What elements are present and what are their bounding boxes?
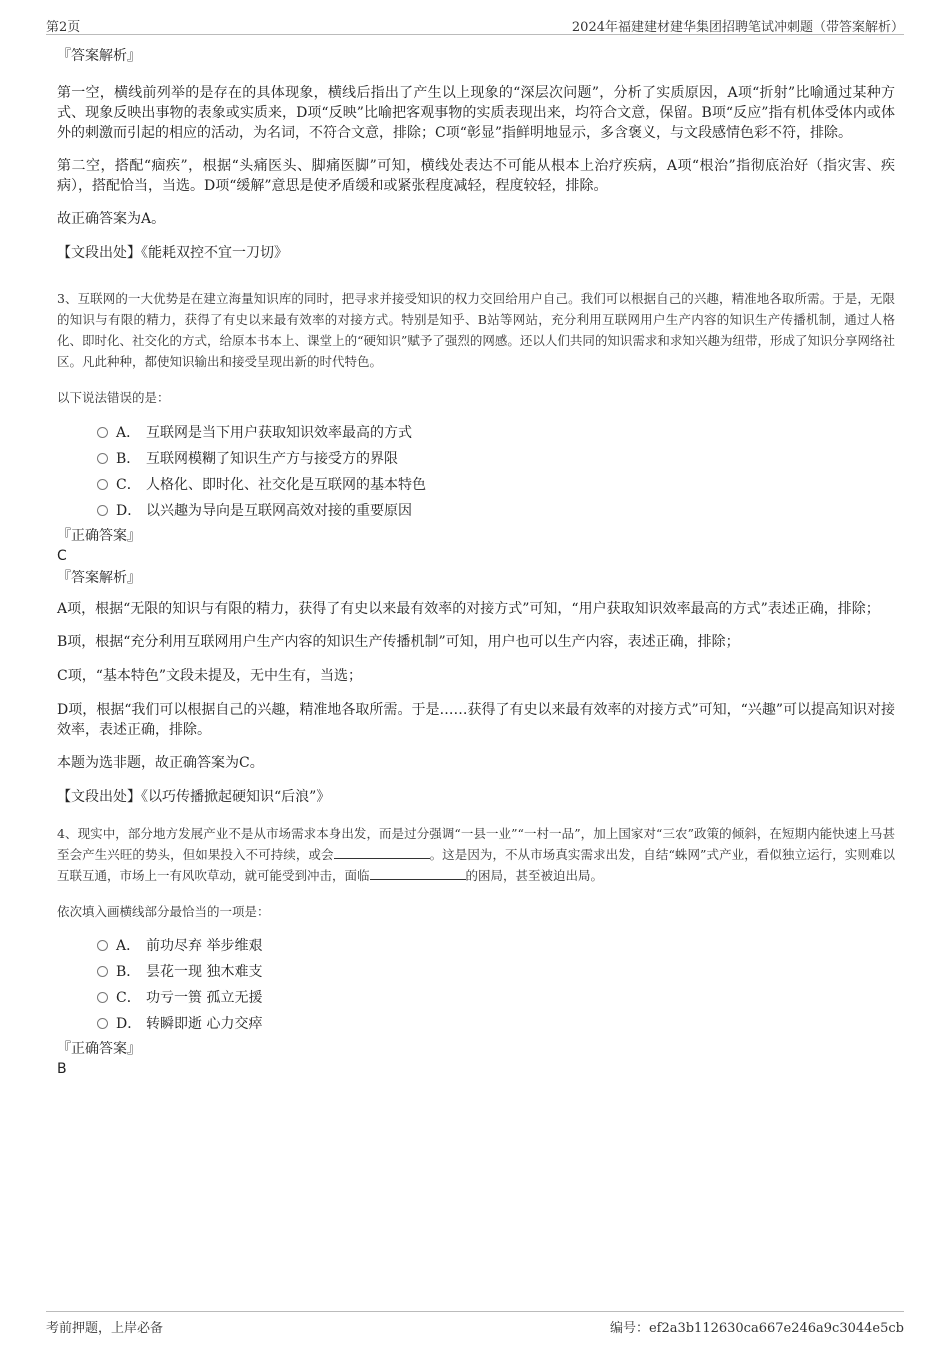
page-header (46, 14, 904, 35)
analysis-paragraph: 第二空，搭配“痼疾”，根据“头痛医头、脚痛医脚”可知，横线处表达不可能从根本上治疗疾病，A项“根治”指彻底治好（指灾害、疾病），搭配恰当，当选。D项“缓解”意思是使矛盾缓和或紧张程度减轻，程度较轻，排除。 (57, 158, 895, 194)
analysis-paragraph: C项，“基本特色”文段未提及，无中生有，当选； (57, 668, 363, 684)
option-b[interactable]: B． 互联网模糊了知识生产方与接受方的界限 (97, 446, 895, 472)
radio-icon[interactable] (97, 940, 108, 951)
answer-value: C (57, 548, 67, 564)
analysis-conclusion: 故正确答案为A。 (57, 211, 166, 227)
analysis-paragraph: A项，根据“无限的知识与有限的精力，获得了有史以来最有效率的对接方式”可知，“用户获取知识效率最高的方式”表述正确，排除； (57, 601, 880, 617)
document-code: 编号：ef2a3b112630ca667e246a9c3044e5cb (609, 1321, 904, 1336)
option-d[interactable]: D． 以兴趣为导向是互联网高效对接的重要原因 (97, 498, 895, 524)
radio-icon[interactable] (97, 992, 108, 1003)
option-c[interactable]: C． 人格化、即时化、社交化是互联网的基本特色 (97, 472, 895, 498)
question-4-options (57, 933, 895, 1037)
answer-label: 『正确答案』 (57, 528, 141, 544)
option-a[interactable]: A． 前功尽弃 举步维艰 (97, 933, 895, 959)
analysis-conclusion: 本题为选非题，故正确答案为C。 (57, 755, 264, 771)
option-a[interactable]: A． 互联网是当下用户获取知识效率最高的方式 (97, 420, 895, 446)
analysis-label: 『答案解析』 (57, 48, 141, 64)
radio-icon[interactable] (97, 427, 108, 438)
answer-label: 『正确答案』 (57, 1041, 141, 1057)
radio-icon[interactable] (97, 453, 108, 464)
question-4-text: 4、现实中，部分地方发展产业不是从市场需求本身出发，而是过分强调“一县一业”“一村一品”，加上国家对“三农”政策的倾斜，在短期内能快速上马甚至会产生兴旺的势头，但如果投入不可持续，或会 。这是因为，不从市场真实需求出发，自结“蛛网”式产业，看似独立运行，实则难以互联互通，市场上一有风吹草动，就可能受到冲击，面临 的困局，甚至被迫出局。 (57, 826, 895, 883)
page-number: 第2页 (46, 20, 81, 35)
footer-slogan: 考前押题，上岸必备 (46, 1321, 164, 1336)
question-3-options (57, 420, 895, 524)
radio-icon[interactable] (97, 505, 108, 516)
document-title: 2024年福建建材建华集团招聘笔试冲刺题（带答案解析） (571, 20, 904, 35)
analysis-label: 『答案解析』 (57, 570, 141, 586)
radio-icon[interactable] (97, 1018, 108, 1029)
analysis-paragraph: D项，根据“我们可以根据自己的兴趣，精准地各取所需。于是……获得了有史以来最有效率的对接方式”可知，“兴趣”可以提高知识对接效率，表述正确，排除。 (57, 702, 895, 738)
option-b[interactable]: B． 昙花一现 独木难支 (97, 959, 895, 985)
page-footer (46, 1311, 904, 1334)
option-c[interactable]: C． 功亏一篑 孤立无援 (97, 985, 895, 1011)
question-3-text: 3、互联网的一大优势是在建立海量知识库的同时，把寻求并接受知识的权力交回给用户自己。我们可以根据自己的兴趣，精准地各取所需。于是，无限的知识与有限的精力，获得了有史以来最有效率的对接方式。特别是知乎、B站等网站，充分利用互联网用户生产内容的知识生产传播机制，通过人格化、即时化、社交化的方式，给原本书本上、课堂上的“硬知识”赋予了强烈的网感。还以人们共同的知识需求和求知兴趣为纽带，形成了知识分享网络社区。凡此种种，都使知识输出和接受呈现出新的时代特色。 (57, 291, 895, 369)
analysis-paragraph: 第一空，横线前列举的是存在的具体现象，横线后指出了产生以上现象的“深层次问题”，分析了实质原因，A项“折射”比喻通过某种方式、现象反映出事物的表象或实质来，D项“反映”比喻把客观事物的实质表现出来，均符合文意，保留。B项“反应”指有机体受体内或体外的刺激而引起的相应的活动，为名词，不符合文意，排除；C项“彰显”指鲜明地显示，多含褒义，与文段感情色彩不符，排除。 (57, 85, 895, 141)
radio-icon[interactable] (97, 966, 108, 977)
source-citation: 【文段出处】《以巧传播掀起硬知识“后浪”》 (57, 789, 331, 805)
page-content (57, 44, 895, 1079)
answer-value: B (57, 1061, 67, 1077)
question-4-prompt: 依次填入画横线部分最恰当的一项是： (57, 904, 270, 919)
fill-blank (334, 846, 430, 859)
fill-blank (370, 867, 466, 880)
analysis-paragraph: B项，根据“充分利用互联网用户生产内容的知识生产传播机制”可知，用户也可以生产内容，表述正确，排除； (57, 634, 740, 650)
radio-icon[interactable] (97, 479, 108, 490)
question-3-prompt: 以下说法错误的是： (57, 390, 170, 405)
option-d[interactable]: D． 转瞬即逝 心力交瘁 (97, 1011, 895, 1037)
source-citation: 【文段出处】《能耗双控不宜一刀切》 (57, 245, 288, 261)
